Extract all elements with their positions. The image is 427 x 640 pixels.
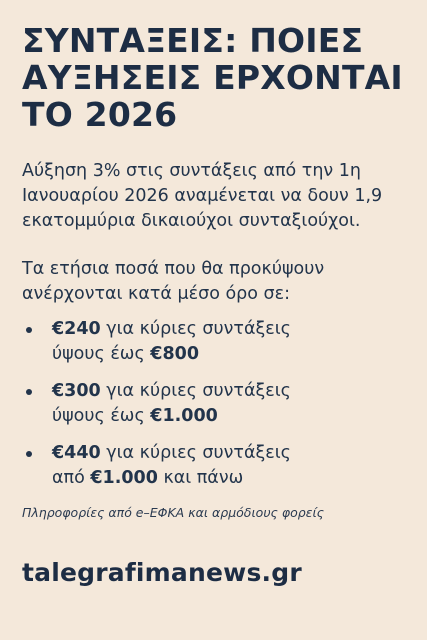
list-item-line-1 xyxy=(52,441,405,466)
list-item-text: για κύριες συντάξεις xyxy=(100,381,291,401)
bullet-dot-icon xyxy=(26,327,32,333)
list-item-text: για κύριες συντάξεις xyxy=(100,319,291,339)
amount-value: €240 xyxy=(52,319,101,339)
list-item-suffix: και πάνω xyxy=(157,468,244,488)
list-item-line-1 xyxy=(52,317,405,342)
list-item xyxy=(22,441,405,491)
list-item-line-1 xyxy=(52,379,405,404)
list-item-line-2 xyxy=(52,466,405,491)
list-item-prefix: ύψους έως xyxy=(52,344,151,364)
headline-line-3: ΤΟ 2026 xyxy=(22,95,178,134)
headline-line-2: ΑΥΞΗΣΕΙΣ ΕΡΧΟΝΤΑΙ xyxy=(22,58,403,97)
site-name: talegrafimanews.gr xyxy=(22,558,302,587)
threshold-value: €1.000 xyxy=(90,468,158,488)
amount-value: €300 xyxy=(52,381,101,401)
list-item-prefix: από xyxy=(52,468,91,488)
list-item-prefix: ύψους έως xyxy=(52,406,151,426)
threshold-value: €800 xyxy=(150,344,200,364)
list-item xyxy=(22,379,405,429)
headline-line-1: ΣΥΝΤΑΞΕΙΣ: ΠΟΙΕΣ xyxy=(22,21,364,60)
lead-paragraph: Τα ετήσια ποσά που θα προκύψουν ανέρχονται κατά μέσο όρο σε: xyxy=(22,259,325,304)
headline xyxy=(22,22,405,133)
amounts-list xyxy=(22,317,405,491)
intro-paragraph: Αύξηση 3% στις συντάξεις από την 1η Ιανουαρίου 2026 αναμένεται να δουν 1,9 εκατομμύρια δικαιούχοι συνταξιούχοι. xyxy=(22,161,383,231)
list-item-line-2 xyxy=(52,342,405,367)
threshold-value: €1.000 xyxy=(150,406,218,426)
bullet-dot-icon xyxy=(26,389,32,395)
list-item xyxy=(22,317,405,367)
amount-value: €440 xyxy=(52,443,101,463)
list-item-text: για κύριες συντάξεις xyxy=(100,443,291,463)
list-item-line-2 xyxy=(52,404,405,429)
bullet-dot-icon xyxy=(26,451,32,457)
source-note: Πληροφορίες από e–ΕΦΚΑ και αρμόδιους φορείς xyxy=(22,505,325,520)
